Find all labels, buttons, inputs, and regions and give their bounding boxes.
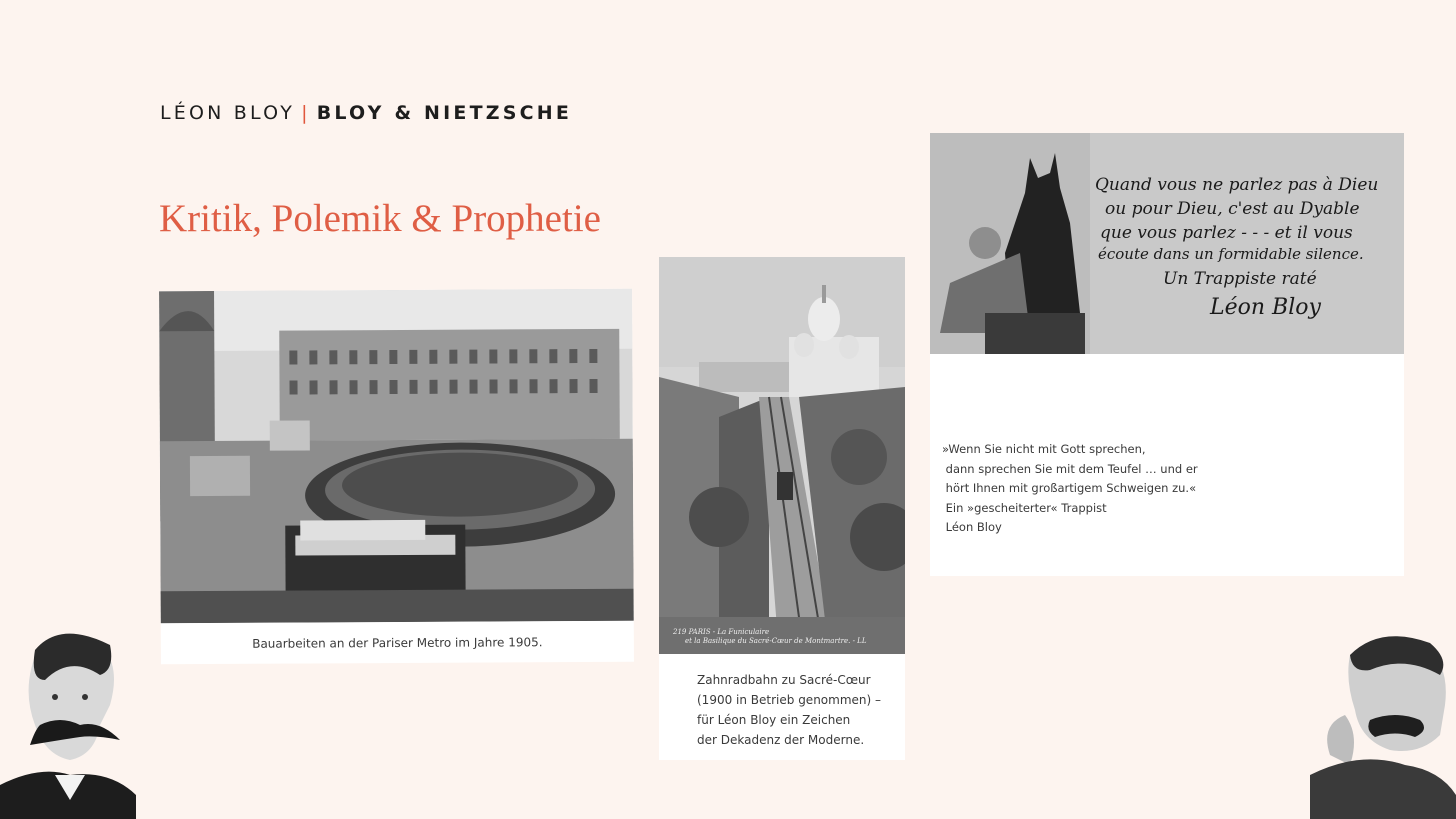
caption-line: für Léon Bloy ein Zeichen xyxy=(697,713,851,727)
caption-line: der Dekadenz der Moderne. xyxy=(697,733,865,747)
portrait-nietzsche xyxy=(1310,625,1456,819)
caption-line: Ein »gescheiterter« Trappist xyxy=(942,500,1107,515)
quote-handwriting-signature: Léon Bloy xyxy=(1210,295,1321,320)
handwritten-quote-image xyxy=(930,133,1404,354)
photo-card-funicular xyxy=(659,257,905,760)
caption-line: Zahnradbahn zu Sacré-Cœur xyxy=(697,673,871,687)
caption-line: Bauarbeiten an der Pariser Metro im Jahre 1905. xyxy=(252,635,543,651)
quote-handwriting-line: que vous parlez - - - et il vous xyxy=(1100,223,1353,243)
photo-card-quote xyxy=(930,133,1404,576)
caption-line: Léon Bloy xyxy=(942,520,1002,534)
header-topic: BLOY & NIETZSCHE xyxy=(316,102,573,124)
portrait-leon-bloy xyxy=(0,625,136,819)
caption-line: (1900 in Betrieb genommen) – xyxy=(697,693,882,707)
caption-line: hört Ihnen mit großartigem Schweigen zu.« xyxy=(942,481,1197,495)
postcard-label-line: et la Basilique du Sacré-Cœur de Montmartre. - LL xyxy=(685,637,867,645)
slide-header xyxy=(160,102,572,124)
metro-caption xyxy=(161,632,634,654)
quote-handwriting-line: Un Trappiste raté xyxy=(1163,269,1317,289)
caption-line: »Wenn Sie nicht mit Gott sprechen, xyxy=(942,442,1146,456)
quote-handwriting-line: ou pour Dieu, c'est au Dyable xyxy=(1105,199,1360,219)
quote-handwriting-line: écoute dans un formidable silence. xyxy=(1098,245,1364,263)
postcard-label-line: 219 PARIS - La Funiculaire xyxy=(673,628,770,636)
metro-construction-photo xyxy=(159,289,634,623)
caption-line: dann sprechen Sie mit dem Teufel … und er xyxy=(942,461,1198,476)
postcard-label xyxy=(673,628,866,646)
quote-handwriting-line: Quand vous ne parlez pas à Dieu xyxy=(1095,175,1379,195)
quote-caption xyxy=(942,440,1198,538)
funicular-caption xyxy=(697,670,881,750)
header-author: LÉON BLOY xyxy=(160,102,296,124)
funicular-photo xyxy=(659,257,905,654)
photo-card-metro xyxy=(159,289,634,664)
header-separator: | xyxy=(301,102,311,124)
slide-title: Kritik, Polemik & Prophetie xyxy=(159,197,601,240)
